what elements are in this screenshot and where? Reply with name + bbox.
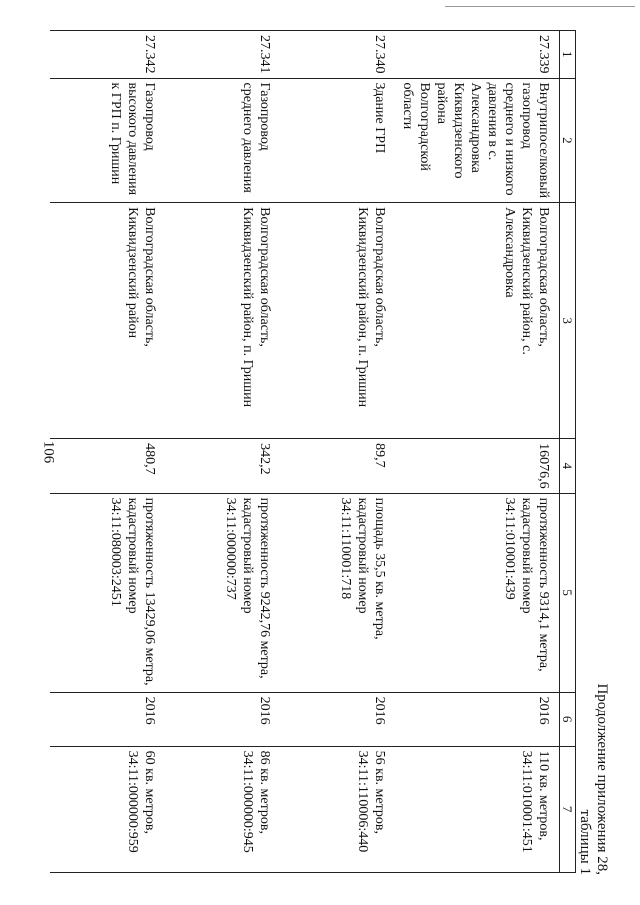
- property-table: [50, 30, 576, 873]
- header-cell: 3: [560, 203, 576, 439]
- top-rule: [445, 6, 635, 7]
- caption-line-2: таблицы 1: [577, 809, 593, 875]
- header-cell: 2: [560, 78, 576, 203]
- land-plot: 86 кв. метров, 34:11:000000:945: [165, 746, 280, 872]
- land-plot: 110 кв. метров, 34:11:010001:451: [395, 746, 560, 872]
- object-name: Газопровод высокого давления к ГРП п. Гришин: [50, 78, 165, 203]
- header-cell: 6: [560, 692, 576, 746]
- table-row: [165, 31, 280, 873]
- table-caption: [576, 683, 610, 875]
- object-characteristic: протяженность 13429,06 метра, кадастровый номер 34:11:080003:2451: [50, 493, 165, 692]
- page-number: 106: [40, 440, 57, 464]
- row-number: 27.339: [395, 31, 560, 79]
- header-cell: 1: [560, 31, 576, 79]
- object-characteristic: протяженность 9314,1 метра, кадастровый номер 34:11:010001:439: [395, 493, 560, 692]
- object-year: 2016: [395, 692, 560, 746]
- object-year: 2016: [50, 692, 165, 746]
- object-value: 89,7: [280, 439, 395, 494]
- rotated-page: [108, 30, 610, 875]
- header-cell: 4: [560, 439, 576, 494]
- table-row: [50, 31, 165, 873]
- object-value: 342,2: [165, 439, 280, 494]
- header-row: [560, 31, 576, 873]
- table-row: [395, 31, 560, 873]
- object-address: Волгоградская область, Киквидзенский район, с. Александровка: [395, 203, 560, 439]
- object-name: Внутрипоселковый газопровод среднего и низкого давления в с. Александровка Киквидзенского района Волгоградской области: [395, 78, 560, 203]
- header-cell: 5: [560, 493, 576, 692]
- object-year: 2016: [165, 692, 280, 746]
- object-address: Волгоградская область, Киквидзенский район: [50, 203, 165, 439]
- table-row: [280, 31, 395, 873]
- row-number: 27.340: [280, 31, 395, 79]
- caption-line-1: Продолжение приложения 28,: [594, 683, 610, 875]
- row-number: 27.342: [50, 31, 165, 79]
- row-number: 27.341: [165, 31, 280, 79]
- object-value: 480,7: [50, 439, 165, 494]
- object-characteristic: площадь 35,5 кв. метра, кадастровый номер 34:11:110001:718: [280, 493, 395, 692]
- object-address: Волгоградская область, Киквидзенский район, п. Гришин: [280, 203, 395, 439]
- object-value: 16076,6: [395, 439, 560, 494]
- land-plot: 56 кв. метров, 34:11:110006:440: [280, 746, 395, 872]
- object-characteristic: протяженность 9242,76 метра, кадастровый номер 34:11:000000:737: [165, 493, 280, 692]
- object-address: Волгоградская область, Киквидзенский район, п. Гришин: [165, 203, 280, 439]
- object-name: Газопровод среднего давления: [165, 78, 280, 203]
- object-year: 2016: [280, 692, 395, 746]
- object-name: Здание ГРП: [280, 78, 395, 203]
- header-cell: 7: [560, 746, 576, 872]
- land-plot: 60 кв. метров, 34:11:000000:959: [50, 746, 165, 872]
